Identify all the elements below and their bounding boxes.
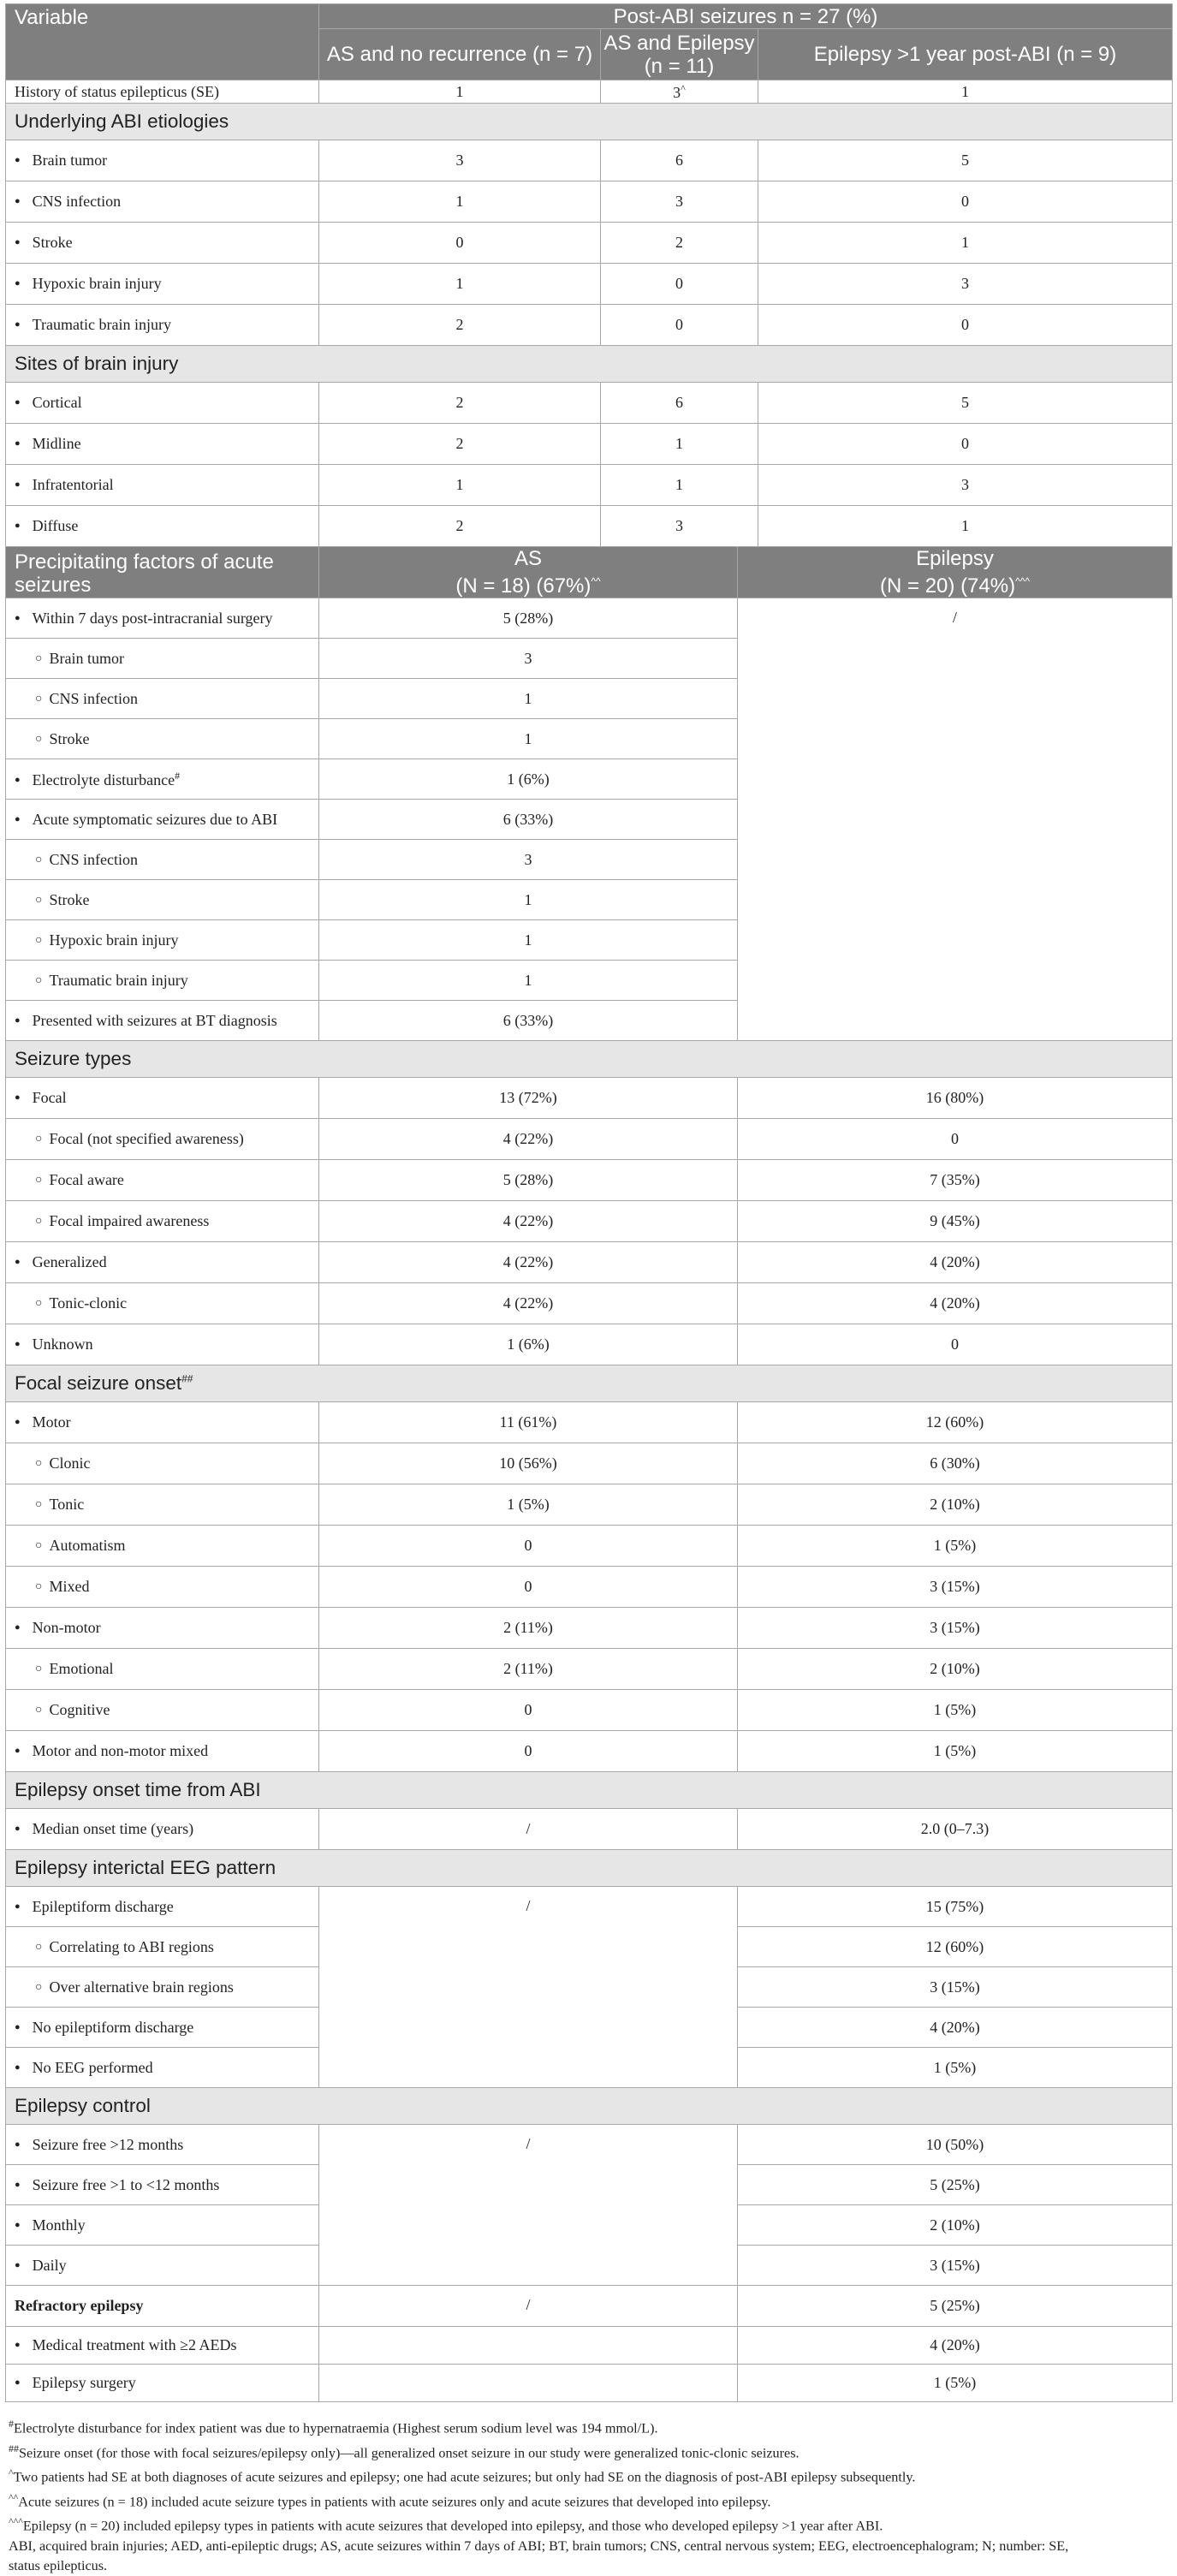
table-row (6, 1526, 1173, 1567)
footnote-mark: # (9, 2418, 14, 2430)
row-label: ○ Correlating to ABI regions (6, 1927, 319, 1967)
superscript: ## (181, 1372, 193, 1385)
cell-value: 1 (601, 465, 758, 506)
cell-value-epilepsy: 5 (25%) (738, 2286, 1173, 2327)
cell-value: 0 (319, 223, 601, 264)
row-label: ○ Tonic-clonic (6, 1283, 319, 1324)
row-label: ○ Clonic (6, 1443, 319, 1484)
cell-text: Acute symptomatic seizures due to ABI (32, 810, 278, 828)
cell-value: 1 (758, 506, 1173, 547)
row-label: ○ Tonic (6, 1484, 319, 1526)
row-label: ● Cortical (6, 383, 319, 424)
cell-text: Hypoxic brain injury (49, 931, 179, 949)
table-row (6, 1160, 1173, 1201)
cell-value-epilepsy: 9 (45%) (738, 1201, 1173, 1242)
cell-value-epilepsy: 6 (30%) (738, 1443, 1173, 1484)
history-se-v2 (601, 80, 758, 104)
row-label: ● Epilepsy surgery (6, 2365, 319, 2402)
row-label (6, 800, 319, 840)
cell-value-as: 0 (319, 1690, 738, 1731)
section-title: Underlying ABI etiologies (6, 104, 1173, 140)
row-label (6, 880, 319, 920)
cell-value: 5 (758, 140, 1173, 181)
footnote-text: Acute seizures (n = 18) included acute seizure types in patients with acute seizures only and acute seizures that developed into epilepsy. (18, 2494, 771, 2510)
cell-value-as: 5 (28%) (319, 598, 738, 639)
row-label: ● Monthly (6, 2205, 319, 2246)
row-label (6, 719, 319, 759)
epilepsy-header-label: Epilepsy (916, 547, 994, 570)
footnote-text: Epilepsy (n = 20) included epilepsy types in patients with acute seizures that developed into epilepsy, and those who developed epilepsy >1 year after ABI. (22, 2518, 883, 2534)
cell-text: Presented with seizures at BT diagnosis (32, 1011, 277, 1029)
cell-text: Focal seizure onset (15, 1372, 182, 1394)
section-title: Sites of brain injury (6, 346, 1173, 383)
row-label (6, 759, 319, 800)
row-label (6, 1001, 319, 1041)
cell-text: 3 (673, 83, 681, 101)
history-se-label: History of status epilepticus (SE) (6, 80, 319, 104)
row-label: ● Diffuse (6, 506, 319, 547)
cell-value-epilepsy: 12 (60%) (738, 1402, 1173, 1443)
cell-value: 3 (319, 140, 601, 181)
cell-value-as: 1 (319, 719, 738, 759)
cell-value-as: 1 (319, 961, 738, 1001)
row-label (6, 961, 319, 1001)
row-label: ○ Automatism (6, 1526, 319, 1567)
row-label (6, 639, 319, 679)
cell-value-epilepsy: 0 (738, 1324, 1173, 1365)
epilepsy-header (738, 547, 1173, 598)
table-row (6, 1484, 1173, 1526)
cell-value-as: 1 (319, 679, 738, 719)
cell-value-as: 3 (319, 840, 738, 880)
cell-value: 0 (601, 264, 758, 305)
table-row (6, 1078, 1173, 1119)
footnote-mark: ## (9, 2442, 19, 2454)
table-row (6, 1283, 1173, 1324)
cell-value: 2 (319, 305, 601, 346)
cell-value-as: 0 (319, 1526, 738, 1567)
table-row (6, 1443, 1173, 1484)
cell-value-epilepsy: / (738, 598, 1173, 1041)
cell-value-as: 0 (319, 1567, 738, 1608)
cell-value-as: 1 (319, 880, 738, 920)
row-label: ○ Focal aware (6, 1160, 319, 1201)
table-row (6, 140, 1173, 181)
cell-value-epilepsy: 15 (75%) (738, 1887, 1173, 1927)
footnotes (5, 2414, 1172, 2576)
cell-text: Brain tumor (49, 649, 124, 667)
cell-value-epilepsy: 7 (35%) (738, 1160, 1173, 1201)
cell-value-as: 4 (22%) (319, 1242, 738, 1283)
row-label: ● No EEG performed (6, 2048, 319, 2088)
cell-text: CNS infection (49, 850, 138, 868)
row-label: ● Midline (6, 424, 319, 465)
row-label: ● Median onset time (years) (6, 1809, 319, 1850)
cell-value: 6 (601, 383, 758, 424)
cell-value: 1 (319, 465, 601, 506)
refractory-label: Refractory epilepsy (6, 2286, 319, 2327)
table-row (6, 1324, 1173, 1365)
cell-value-as: 2 (11%) (319, 1608, 738, 1649)
footnote (9, 2512, 1172, 2537)
table-wrapper (5, 3, 1172, 2576)
section-title: Seizure types (6, 1041, 1173, 1078)
table-row (6, 223, 1173, 264)
cell-value: 6 (601, 140, 758, 181)
cell-text: (N = 20) (74%) (880, 574, 1016, 598)
cell-value-epilepsy: 3 (15%) (738, 1567, 1173, 1608)
table-row (6, 1041, 1173, 1078)
cell-value-epilepsy: 16 (80%) (738, 1078, 1173, 1119)
table-row (6, 1201, 1173, 1242)
section-title: Epilepsy interictal EEG pattern (6, 1850, 1173, 1887)
row-label (6, 679, 319, 719)
cell-value-as-empty (319, 2327, 738, 2365)
cell-value: 3 (601, 506, 758, 547)
variable-header: Variable (6, 4, 319, 80)
table-row (6, 305, 1173, 346)
cell-value: 1 (319, 264, 601, 305)
table-row (6, 1809, 1173, 1850)
row-label: ○ Emotional (6, 1649, 319, 1690)
cell-value-epilepsy: 2.0 (0–7.3) (738, 1809, 1173, 1850)
cell-value-as: 5 (28%) (319, 1160, 738, 1201)
row-label: ● Epileptiform discharge (6, 1887, 319, 1927)
cell-value-as: 1 (5%) (319, 1484, 738, 1526)
cell-value-epilepsy: 1 (5%) (738, 1731, 1173, 1772)
table-row (6, 104, 1173, 140)
section-title: Epilepsy onset time from ABI (6, 1772, 1173, 1809)
cell-text: CNS infection (49, 689, 138, 707)
cell-value: 1 (601, 424, 758, 465)
row-label: ● Seizure free >1 to <12 months (6, 2165, 319, 2205)
cell-value-epilepsy: 10 (50%) (738, 2125, 1173, 2165)
cell-value-epilepsy: 1 (5%) (738, 1526, 1173, 1567)
table-row (6, 1649, 1173, 1690)
row-label: ● Medical treatment with ≥2 AEDs (6, 2327, 319, 2365)
table-row (6, 598, 1173, 639)
cell-value: 2 (319, 506, 601, 547)
epilepsy-header-n (738, 570, 1172, 598)
cell-text: Stroke (49, 729, 90, 747)
cell-value: 2 (319, 383, 601, 424)
cell-value-epilepsy: 1 (5%) (738, 2365, 1173, 2402)
row-label: ○ Over alternative brain regions (6, 1967, 319, 2008)
table-row (6, 2365, 1173, 2402)
cell-value: 1 (319, 181, 601, 223)
footnote (9, 2488, 1172, 2513)
row-label: ● Unknown (6, 1324, 319, 1365)
cell-value-epilepsy: 1 (5%) (738, 1690, 1173, 1731)
table-row (6, 1402, 1173, 1443)
table-row (6, 1887, 1173, 1927)
cell-value-epilepsy: 2 (10%) (738, 1649, 1173, 1690)
cell-value-as: / (319, 2286, 738, 2327)
row-label: ● Stroke (6, 223, 319, 264)
row-label: ○ Mixed (6, 1567, 319, 1608)
data-table (5, 3, 1173, 2402)
cell-value-as: 2 (11%) (319, 1649, 738, 1690)
row-label: ● Brain tumor (6, 140, 319, 181)
row-label: ○ Focal impaired awareness (6, 1201, 319, 1242)
column-header-as-no-recurrence: AS and no recurrence (n = 7) (319, 29, 601, 80)
table-row (6, 1567, 1173, 1608)
row-label: ● Focal (6, 1078, 319, 1119)
cell-value-as: 1 (6%) (319, 759, 738, 800)
column-header-epilepsy-late: Epilepsy >1 year post-ABI (n = 9) (758, 29, 1173, 80)
row-label (6, 920, 319, 961)
cell-value-as: 0 (319, 1731, 738, 1772)
cell-value-as: 11 (61%) (319, 1402, 738, 1443)
cell-value: 0 (758, 305, 1173, 346)
abbreviations-cont: status epilepticus. (9, 2558, 108, 2574)
cell-value-epilepsy: 3 (15%) (738, 1608, 1173, 1649)
table-row (6, 4, 1173, 29)
cell-value: 1 (758, 223, 1173, 264)
cell-value-as: 13 (72%) (319, 1078, 738, 1119)
table-row (6, 383, 1173, 424)
row-label: ● Motor (6, 1402, 319, 1443)
cell-value-epilepsy: 1 (5%) (738, 2048, 1173, 2088)
cell-value: 0 (758, 181, 1173, 223)
row-label: ● No epileptiform discharge (6, 2008, 319, 2048)
as-header-label: AS (514, 547, 542, 570)
cell-value: 3 (758, 465, 1173, 506)
table-row (6, 80, 1173, 104)
cell-text: Electrolyte disturbance (32, 770, 175, 788)
table-row (6, 264, 1173, 305)
table-row (6, 1850, 1173, 1887)
footnote-text: Two patients had SE at both diagnoses of acute seizures and epilepsy; one had acute seizures; but only had SE on the diagnosis of post-ABI epilepsy subsequently. (13, 2469, 916, 2485)
cell-value-as-empty (319, 2365, 738, 2402)
cell-value-as: 6 (33%) (319, 1001, 738, 1041)
column-header-as-and-epilepsy: AS and Epilepsy (n = 11) (601, 29, 758, 80)
table-row (6, 1242, 1173, 1283)
cell-text: Within 7 days post-intracranial surgery (32, 609, 273, 627)
cell-text: Stroke (49, 890, 90, 908)
table-row (6, 465, 1173, 506)
superscript: ^^^ (1015, 575, 1030, 587)
table-row (6, 506, 1173, 547)
cell-value-epilepsy: 0 (738, 1119, 1173, 1160)
cell-value-as: / (319, 1887, 738, 2088)
cell-value-as: 3 (319, 639, 738, 679)
row-label: ○ Focal (not specified awareness) (6, 1119, 319, 1160)
cell-value-epilepsy: 4 (20%) (738, 2008, 1173, 2048)
footnote-mark: ^^^ (9, 2515, 23, 2528)
cell-value-as: / (319, 2125, 738, 2286)
table-row (6, 1731, 1173, 1772)
cell-value-epilepsy: 5 (25%) (738, 2165, 1173, 2205)
as-header (319, 547, 738, 598)
table-row (6, 1119, 1173, 1160)
cell-value-as: 10 (56%) (319, 1443, 738, 1484)
row-label (6, 598, 319, 639)
cell-value-epilepsy: 4 (20%) (738, 2327, 1173, 2365)
table-row (6, 1772, 1173, 1809)
table-body (6, 4, 1173, 2402)
superscript: ^ (681, 81, 686, 94)
row-label: ● Seizure free >12 months (6, 2125, 319, 2165)
cell-value-as: 4 (22%) (319, 1283, 738, 1324)
table-row (6, 1608, 1173, 1649)
row-label: ● Generalized (6, 1242, 319, 1283)
cell-value-epilepsy: 3 (15%) (738, 1967, 1173, 2008)
cell-value: 2 (601, 223, 758, 264)
group-header: Post-ABI seizures n = 27 (%) (319, 4, 1173, 29)
cell-value-epilepsy: 4 (20%) (738, 1283, 1173, 1324)
table-row (6, 1365, 1173, 1402)
superscript: # (175, 769, 181, 782)
precipitating-header: Precipitating factors of acute seizures (6, 547, 319, 598)
cell-value-epilepsy: 2 (10%) (738, 1484, 1173, 1526)
cell-text: Traumatic brain injury (49, 971, 188, 989)
row-label: ○ Cognitive (6, 1690, 319, 1731)
cell-value-as: 4 (22%) (319, 1119, 738, 1160)
cell-value: 0 (758, 424, 1173, 465)
cell-value-epilepsy: 4 (20%) (738, 1242, 1173, 1283)
table-row (6, 346, 1173, 383)
abbreviations: ABI, acquired brain injuries; AED, anti-epileptic drugs; AS, acute seizures within 7 days of ABI; BT, brain tumors; CNS, central nervous system; EEG, electroencephalogram; N; number: SE, (9, 2537, 1069, 2554)
table-row (6, 424, 1173, 465)
footnote (9, 2439, 1172, 2464)
row-label: ● CNS infection (6, 181, 319, 223)
cell-value: 5 (758, 383, 1173, 424)
cell-value: 2 (319, 424, 601, 465)
table-row (6, 2286, 1173, 2327)
row-label: ● Traumatic brain injury (6, 305, 319, 346)
footnote (9, 2414, 1172, 2439)
table-row (6, 2327, 1173, 2365)
as-header-n (319, 570, 737, 598)
table-row (6, 2088, 1173, 2125)
table-row (6, 1690, 1173, 1731)
cell-value: 3 (601, 181, 758, 223)
cell-value-as: 1 (6%) (319, 1324, 738, 1365)
cell-value-epilepsy: 2 (10%) (738, 2205, 1173, 2246)
table-row (6, 547, 1173, 598)
table-row (6, 2125, 1173, 2165)
history-se-v3: 1 (758, 80, 1173, 104)
row-label: ● Non-motor (6, 1608, 319, 1649)
row-label (6, 840, 319, 880)
cell-value-epilepsy: 12 (60%) (738, 1927, 1173, 1967)
history-se-v1: 1 (319, 80, 601, 104)
row-label: ● Daily (6, 2246, 319, 2286)
row-label: ● Motor and non-motor mixed (6, 1731, 319, 1772)
row-label: ● Infratentorial (6, 465, 319, 506)
section-title (6, 1365, 1173, 1402)
footnote-text: Electrolyte disturbance for index patient was due to hypernatraemia (Highest serum sodium level was 194 mmol/L). (14, 2420, 658, 2436)
cell-value-as: / (319, 1809, 738, 1850)
table-row (6, 181, 1173, 223)
superscript: ^^ (591, 575, 601, 587)
cell-value: 3 (758, 264, 1173, 305)
footnote-text: Seizure onset (for those with focal seizures/epilepsy only)—all generalized onset seizure in our study were generalized tonic-clonic seizures. (19, 2444, 800, 2460)
cell-value: 0 (601, 305, 758, 346)
footnote (9, 2463, 1172, 2488)
section-title: Epilepsy control (6, 2088, 1173, 2125)
cell-value-as: 6 (33%) (319, 800, 738, 840)
footnote-mark: ^^ (9, 2490, 19, 2503)
row-label: ● Hypoxic brain injury (6, 264, 319, 305)
cell-text: (N = 18) (67%) (455, 574, 591, 598)
cell-value-as: 4 (22%) (319, 1201, 738, 1242)
footnote-mark: ^ (9, 2466, 14, 2479)
cell-value-epilepsy: 3 (15%) (738, 2246, 1173, 2286)
cell-value-as: 1 (319, 920, 738, 961)
